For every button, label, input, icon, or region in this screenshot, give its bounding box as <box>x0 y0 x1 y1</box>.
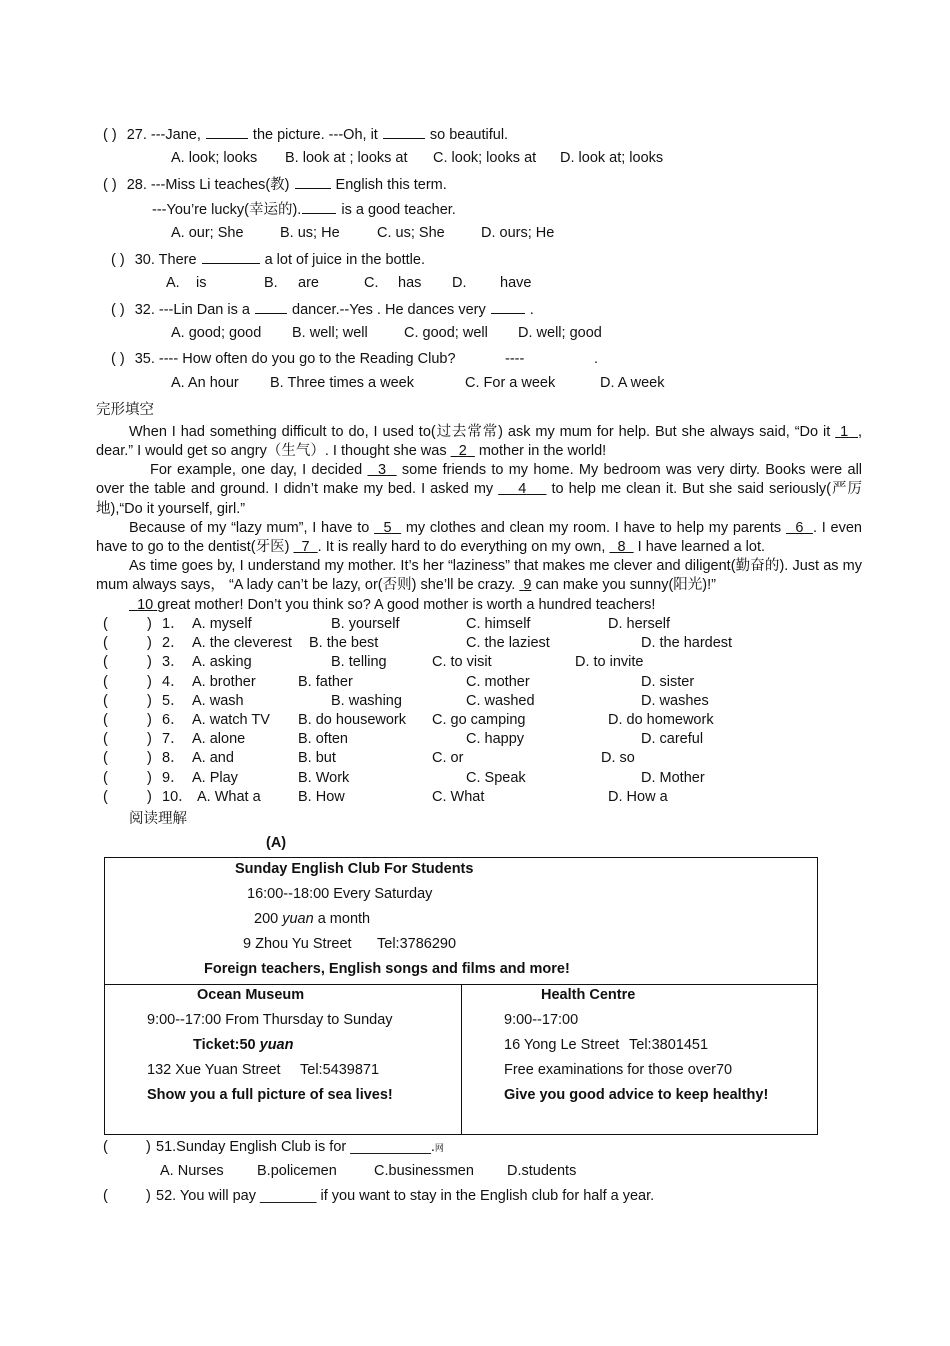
answer-paren[interactable]: ( <box>103 750 108 767</box>
cloze-blank-1[interactable]: 1 <box>840 424 849 440</box>
question-27: ( ) 27. ---Jane, the picture. ---Oh, it so beautiful. <box>103 127 509 143</box>
option: D. so <box>601 750 635 767</box>
health-title: Health Centre <box>541 987 636 1003</box>
answer-paren[interactable]: ( ) <box>111 351 125 367</box>
answer-paren-close: ) <box>146 1188 151 1204</box>
option: C. us; She <box>377 225 445 241</box>
club-time: 16:00--18:00 Every Saturday <box>247 886 433 902</box>
option: D.students <box>507 1163 577 1179</box>
option-letter: C. <box>364 275 379 291</box>
option: B. but <box>298 750 336 767</box>
answer-paren-close: ) <box>147 616 152 632</box>
option: B. Work <box>298 769 350 786</box>
answer-paren[interactable]: ( ) <box>103 127 117 143</box>
cloze-blank-4[interactable]: 4 <box>518 481 527 498</box>
answer-blank[interactable] <box>202 250 260 264</box>
reading-section-label: (A) <box>266 835 287 851</box>
answer-blank[interactable] <box>206 125 248 139</box>
option: have <box>500 275 532 291</box>
cloze-question-number: 9． <box>162 769 185 786</box>
answer-paren-close: ) <box>147 788 152 805</box>
option: D. well; good <box>518 325 602 341</box>
option: B. Three times a week <box>270 375 414 391</box>
answer-paren[interactable]: ( ) <box>103 177 117 193</box>
answer-paren-close: ) <box>146 1139 151 1155</box>
option: B. us; He <box>280 225 340 241</box>
option: C. the laziest <box>466 635 550 652</box>
answer-paren[interactable]: ( <box>103 654 108 671</box>
question-28-line2: ---You’re lucky(幸运的). is a good teacher. <box>152 202 456 218</box>
option: C. For a week <box>465 375 556 391</box>
health-address: 16 Yong Le Street <box>504 1037 620 1053</box>
museum-time: 9:00--17:00 From Thursday to Sunday <box>147 1012 393 1028</box>
club-address: 9 Zhou Yu Street <box>243 936 352 952</box>
answer-paren-close: ) <box>147 712 152 728</box>
option: B. washing <box>331 692 402 709</box>
answer-paren[interactable]: ( <box>103 616 108 632</box>
cloze-paragraph-2: For example, one day, I decided 3 some friends to my home. My bedroom was very dirty. Books were all over the table and ground. I didn’t make my bed. I asked my 4 to help me clean it. But she said seriously(严厉地),“Do it yourself, girl.” <box>96 462 863 517</box>
option: A. asking <box>192 654 252 671</box>
cloze-paragraph-4: As time goes by, I understand my mother. It’s her “laziness” that makes me clever and diligent(勤奋的). Just as my mum always says， “A lady can’t be lazy, or(否则) she’ll be crazy. 9 can make you sunny(阳光)!” <box>96 558 862 594</box>
club-price: 200 yuan a month <box>254 911 371 927</box>
cloze-question-number: 6． <box>162 712 185 728</box>
museum-tel: Tel:5439871 <box>300 1062 380 1078</box>
cloze-question-number: 7． <box>162 731 185 748</box>
option: A. the cleverest <box>192 635 292 652</box>
option: B. look at ; looks at <box>285 150 408 166</box>
answer-paren-close: ) <box>147 731 152 748</box>
answer-paren[interactable]: ( ) <box>111 302 125 318</box>
question-30: ( ) 30. There a lot of juice in the bottle. <box>111 252 425 268</box>
option: C. or <box>432 750 464 767</box>
answer-paren-close: ) <box>147 635 152 652</box>
cloze-question-number: 8． <box>162 750 185 767</box>
option-letter: B. <box>264 275 278 291</box>
cloze-question-number: 2． <box>162 635 185 652</box>
option: C. Speak <box>466 769 526 786</box>
option: D. the hardest <box>641 635 733 652</box>
option: A. and <box>192 750 234 767</box>
answer-paren[interactable]: ( <box>103 673 108 690</box>
health-note: Free examinations for those over70 <box>504 1062 733 1078</box>
cloze-question-number: 10． <box>162 788 193 805</box>
museum-ticket: Ticket:50 yuan <box>193 1037 294 1053</box>
option: is <box>196 275 207 291</box>
cloze-blank-3[interactable]: 3 <box>378 462 387 478</box>
option: A. brother <box>192 673 256 690</box>
cloze-paragraph-5: 10 great mother! Don’t you think so? A good mother is worth a hundred teachers! <box>129 596 655 615</box>
option: C. good; well <box>404 325 488 341</box>
option: D. sister <box>641 673 695 690</box>
answer-paren[interactable]: ( <box>103 769 108 786</box>
museum-slogan: Show you a full picture of sea lives! <box>147 1087 393 1103</box>
option: B. father <box>298 673 353 690</box>
answer-paren[interactable]: ( <box>103 1139 108 1155</box>
answer-paren-close: ) <box>147 750 152 767</box>
option-letter: D. <box>452 275 467 291</box>
question-32: ( ) 32. ---Lin Dan is a dancer.--Yes . He dances very . <box>111 302 534 318</box>
option: B. the best <box>309 635 379 652</box>
option: C. to visit <box>432 654 492 671</box>
club-slogan: Foreign teachers, English songs and films and more! <box>204 961 570 977</box>
option: A. our; She <box>171 225 244 241</box>
option: C. washed <box>466 692 535 709</box>
option: are <box>298 275 319 291</box>
cloze-question-number: 3． <box>162 654 185 671</box>
option: B.policemen <box>257 1163 337 1179</box>
health-tel: Tel:3801451 <box>629 1037 709 1053</box>
cloze-question-number: 5． <box>162 692 185 709</box>
option: A. An hour <box>171 375 239 391</box>
answer-paren[interactable]: ( <box>103 731 108 748</box>
option: B. telling <box>331 654 387 671</box>
question-35: ( ) 35. ---- How often do you go to the Reading Club? <box>111 351 456 367</box>
option: D. to invite <box>575 654 644 671</box>
health-slogan: Give you good advice to keep healthy! <box>504 1087 769 1103</box>
option: A. Play <box>192 769 238 786</box>
option: C. What <box>432 788 485 805</box>
option: C. look; looks at <box>433 150 537 166</box>
option: B. do housework <box>298 712 407 728</box>
section-heading-cloze: 完形填空 <box>96 402 154 418</box>
answer-paren-close: ) <box>147 769 152 786</box>
cloze-blank-6[interactable]: 6 <box>795 520 804 536</box>
answer-paren[interactable]: ( <box>103 712 108 728</box>
section-heading-reading: 阅读理解 <box>129 811 187 827</box>
cloze-blank-7[interactable]: 7 <box>301 539 310 556</box>
answer-blank[interactable] <box>491 300 525 314</box>
answer-paren-close: ) <box>147 673 152 690</box>
question-28: ( ) 28. ---Miss Li teaches(教) English this term. <box>103 177 447 193</box>
answer-blank[interactable] <box>383 125 425 139</box>
answer-paren[interactable]: ( <box>103 635 108 652</box>
option: C. mother <box>466 673 530 690</box>
answer-period: . <box>594 351 599 367</box>
museum-title: Ocean Museum <box>197 987 305 1003</box>
answer-paren[interactable]: ( <box>103 1188 108 1204</box>
cloze-blank-5[interactable]: 5 <box>383 520 392 536</box>
cloze-question-number: 1． <box>162 616 185 632</box>
option: B. often <box>298 731 348 748</box>
club-title: Sunday English Club For Students <box>235 861 474 877</box>
health-time: 9:00--17:00 <box>504 1012 579 1028</box>
answer-dashes: ---- <box>505 351 525 367</box>
answer-paren[interactable]: ( <box>103 788 108 805</box>
option: A. alone <box>192 731 246 748</box>
option: D. herself <box>608 616 671 632</box>
option: D. do homework <box>608 712 714 728</box>
cloze-paragraph-1: When I had something difficult to do, I used to(过去常常) ask my mum for help. But she always said, “Do it 1 , dear.” I would get so angry（生气）. I thought she was 2 mother in the world! <box>96 424 862 460</box>
option: A. Nurses <box>160 1163 224 1179</box>
option: A. What a <box>197 788 261 805</box>
option: A. look; looks <box>171 150 258 166</box>
table-divider <box>461 984 462 1135</box>
option: D. How a <box>608 788 668 805</box>
option: D. look at; looks <box>560 150 664 166</box>
answer-paren[interactable]: ( ) <box>111 252 125 268</box>
cloze-paragraph-3: Because of my “lazy mum”, I have to 5 my clothes and clean my room. I have to help my parents 6 . I even have to go to the dentist(牙医) 7 . It is really hard to do everything on my own, 8 I have learned a lot. <box>96 520 862 556</box>
museum-address: 132 Xue Yuan Street <box>147 1062 281 1078</box>
option: C. happy <box>466 731 525 748</box>
answer-blank[interactable] <box>302 200 336 214</box>
answer-paren-close: ) <box>147 654 152 671</box>
option-letter: A. <box>166 275 180 291</box>
option: B. How <box>298 788 345 805</box>
option: B. yourself <box>331 616 400 632</box>
option: C.businessmen <box>374 1163 474 1179</box>
cloze-blank-10[interactable]: 10 <box>137 597 154 613</box>
option: A. good; good <box>171 325 262 341</box>
answer-blank[interactable] <box>255 300 287 314</box>
question-52: 52. You will pay _______ if you want to stay in the English club for half a year. <box>156 1188 655 1204</box>
option: C. himself <box>466 616 531 632</box>
answer-blank[interactable] <box>295 175 331 189</box>
option: A. watch TV <box>192 712 270 728</box>
club-tel: Tel:3786290 <box>377 936 457 952</box>
option: has <box>398 275 422 291</box>
watermark-mark: 网 <box>434 1143 444 1153</box>
option: D. Mother <box>641 769 705 786</box>
cloze-question-number: 4． <box>162 673 185 690</box>
option: D. ours; He <box>481 225 555 241</box>
option: D. washes <box>641 692 709 709</box>
cloze-blank-8[interactable]: 8 <box>617 539 626 556</box>
option: A. myself <box>192 616 252 632</box>
option: D. careful <box>641 731 704 748</box>
answer-paren-close: ) <box>147 692 152 709</box>
question-51: 51.Sunday English Club is for __________.网 <box>156 1139 444 1155</box>
answer-paren[interactable]: ( <box>103 692 108 709</box>
option: D. A week <box>600 375 665 391</box>
cloze-blank-2[interactable]: 2 <box>458 443 467 460</box>
option: C. go camping <box>432 712 526 728</box>
cloze-blank-9[interactable]: 9 <box>523 577 532 594</box>
option: B. well; well <box>292 325 368 341</box>
option: A. wash <box>192 692 244 709</box>
